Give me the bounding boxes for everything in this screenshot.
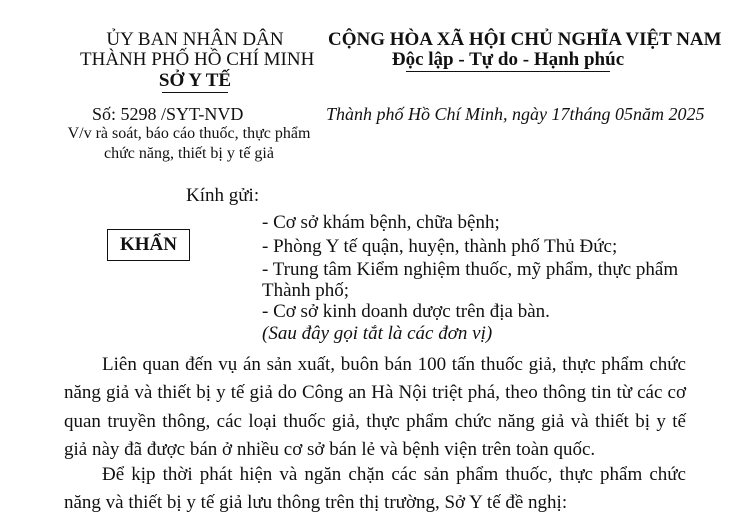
recipient-item: - Phòng Y tế quận, huyện, thành phố Thủ Đức; (262, 236, 618, 257)
issuer-underline (162, 92, 228, 93)
issuer-committee: ỦY BAN NHÂN DÂN (106, 29, 284, 50)
body-paragraph: Để kịp thời phát hiện và ngăn chặn các sản phẩm thuốc, thực phẩm chức năng và thiết bị y tế giả lưu thông trên thị trường, Sở Y tế đề nghị: (64, 464, 686, 514)
place-date: Thành phố Hồ Chí Minh, ngày 17tháng 05năm 2025 (326, 104, 705, 124)
recipient-item: - Cơ sở kinh doanh dược trên địa bàn. (262, 301, 550, 322)
urgency-stamp: KHẨN (107, 229, 190, 261)
body-paragraph: Liên quan đến vụ án sản xuất, buôn bán 100 tấn thuốc giả, thực phẩm chức năng giả và thiết bị y tế giả do Công an Hà Nội triệt phá, theo thông tin từ các cơ quan truyền thông, các loại thuốc giả, thực phẩm chức năng giả và thiết bị y tế giả này đã được bán ở nhiều cơ sở bán lẻ và bệnh viện trên toàn quốc. (64, 354, 686, 461)
motto-underline (406, 71, 610, 72)
recipient-note: (Sau đây gọi tắt là các đơn vị) (262, 323, 493, 344)
document-number: Số: 5298 /SYT-NVD (92, 104, 244, 124)
national-motto: Độc lập - Tự do - Hạnh phúc (391, 49, 625, 70)
national-title: CỘNG HÒA XÃ HỘI CHỦ NGHĨA VIỆT NAM (328, 29, 722, 50)
recipient-item: - Trung tâm Kiểm nghiệm thuốc, mỹ phẩm, thực phẩm (262, 259, 679, 280)
recipient-item: - Cơ sở khám bệnh, chữa bệnh; (262, 212, 500, 233)
subject-line-2: chức năng, thiết bị y tế giả (104, 145, 274, 162)
recipient-item-continued: Thành phố; (262, 280, 350, 301)
issuer-city: THÀNH PHỐ HỒ CHÍ MINH (80, 49, 315, 70)
issuer-department: SỞ Y TẾ (158, 70, 232, 91)
subject-line-1: V/v rà soát, báo cáo thuốc, thực phẩm (67, 125, 311, 142)
recipient-label: Kính gửi: (186, 185, 260, 206)
